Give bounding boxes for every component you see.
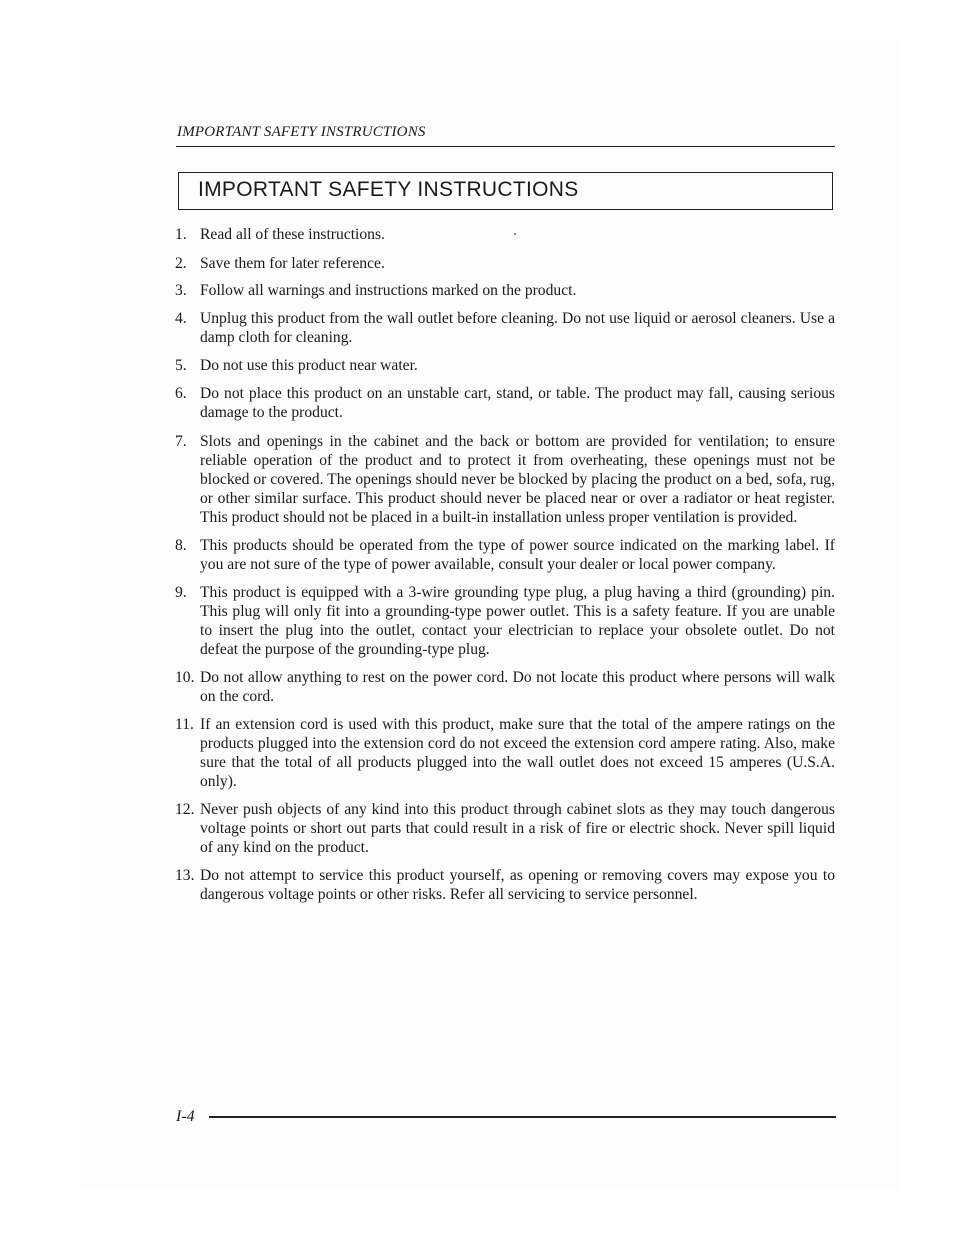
item-number: 1.: [175, 226, 187, 243]
item-text: Do not place this product on an unstable cart, stand, or table. The product may fall, causing serious damage to the product.: [200, 385, 835, 421]
title-box: [178, 172, 833, 210]
list-item: [175, 384, 835, 422]
item-number: 8.: [175, 537, 187, 554]
item-text: Do not use this product near water.: [200, 357, 418, 374]
list-item: [175, 866, 835, 904]
header-rule: [176, 146, 835, 147]
list-item: [175, 432, 835, 527]
item-number: 6.: [175, 385, 187, 402]
item-text: Do not attempt to service this product yourself, as opening or removing covers may expose you to dangerous voltage points or other risks. Refer all servicing to service personnel.: [200, 867, 835, 903]
list-item: [175, 309, 835, 347]
item-number: 7.: [175, 433, 187, 450]
instruction-list: [175, 225, 835, 912]
section-title: IMPORTANT SAFETY INSTRUCTIONS: [198, 178, 579, 201]
item-number: 10.: [175, 669, 195, 686]
item-number: 13.: [175, 867, 195, 884]
item-number: 3.: [175, 282, 187, 299]
item-number: 11.: [175, 716, 194, 733]
item-text: Slots and openings in the cabinet and the back or bottom are provided for ventilation; to ensure reliable operation of the product and to protect it from overheating, these openings must not be blocked or covered. The openings should never be blocked by placing the product on a bed, sofa, rug, or other similar surface. This product should never be placed near or over a radiator or heat register. This product should not be placed in a built-in installation unless proper ventilation is provided.: [200, 433, 835, 526]
footer-rule: [209, 1116, 836, 1118]
item-number: 2.: [175, 255, 187, 272]
item-number: 12.: [175, 801, 195, 818]
item-text: Follow all warnings and instructions marked on the product.: [200, 282, 577, 299]
list-item: [175, 800, 835, 857]
list-item: [175, 225, 835, 244]
item-number: 4.: [175, 310, 187, 327]
item-text: Unplug this product from the wall outlet before cleaning. Do not use liquid or aerosol cleaners. Use a damp cloth for cleaning.: [200, 310, 835, 346]
item-text: This products should be operated from the type of power source indicated on the marking label. If you are not sure of the type of power available, consult your dealer or local power company.: [200, 537, 835, 573]
item-text: Never push objects of any kind into this product through cabinet slots as they may touch dangerous voltage points or short out parts that could result in a risk of fire or electric shock. Never spill liquid of any kind on the product.: [200, 801, 835, 856]
item-number: 9.: [175, 584, 187, 601]
list-item: [175, 254, 835, 273]
item-number: 5.: [175, 357, 187, 374]
list-item: [175, 536, 835, 574]
item-text: Read all of these instructions.: [200, 226, 385, 243]
item-text: If an extension cord is used with this product, make sure that the total of the ampere ratings on the products plugged into the extension cord do not exceed the extension cord ampere rating. Also, make sure that the total of all products plugged into the wall outlet does not exceed 15 amperes (U.S.A. only).: [200, 716, 835, 790]
list-item: [175, 583, 835, 659]
list-item: [175, 715, 835, 791]
item-text: This product is equipped with a 3-wire grounding type plug, a plug having a third (grounding) pin. This plug will only fit into a grounding-type power outlet. This is a safety feature. If you are unable to insert the plug into the outlet, contact your electrician to replace your obsolete outlet. Do not defeat the purpose of the grounding-type plug.: [200, 584, 835, 658]
list-item: [175, 281, 835, 300]
item-text: Save them for later reference.: [200, 255, 385, 272]
item-text: Do not allow anything to rest on the power cord. Do not locate this product where persons will walk on the cord.: [200, 669, 835, 705]
page-number: I-4: [176, 1108, 195, 1125]
list-item: [175, 356, 835, 375]
running-header: IMPORTANT SAFETY INSTRUCTIONS: [177, 124, 426, 140]
list-item: [175, 668, 835, 706]
